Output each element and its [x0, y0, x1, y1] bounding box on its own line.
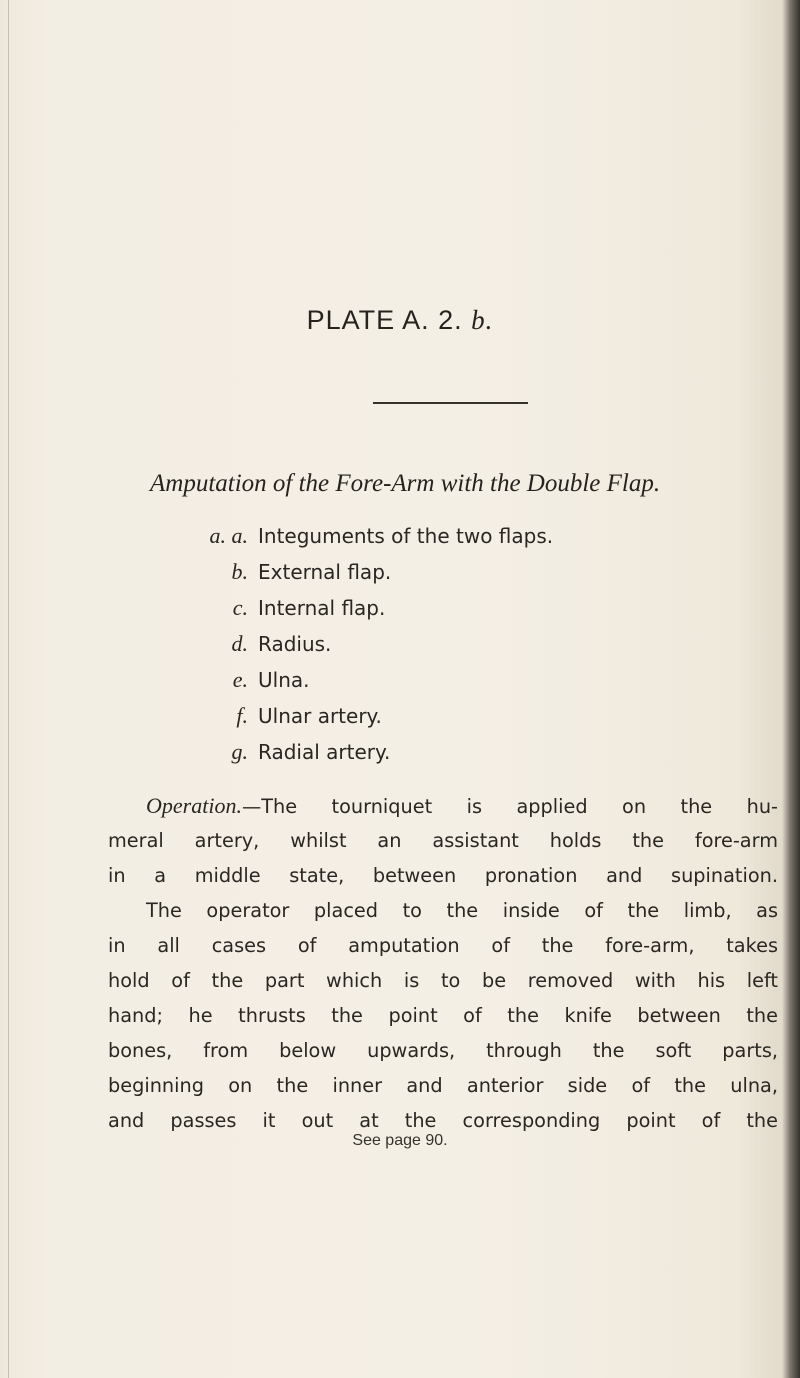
legend-key: a. a. [209, 523, 248, 548]
legend-key: c. [232, 595, 248, 620]
legend-key: b. [231, 559, 248, 584]
paragraph-line: in a middle state, between pronation and supination. [108, 864, 778, 887]
legend-key: e. [232, 667, 248, 692]
operation-lead: Operation. [146, 793, 242, 818]
legend-key: f. [236, 703, 248, 728]
page-left-edge [8, 0, 9, 1378]
legend-text: Radial artery. [258, 740, 391, 764]
page-right-edge-shadow [782, 0, 800, 1378]
paragraph-line [108, 788, 778, 823]
paragraph-line: hold of the part which is to be removed with his left [108, 969, 778, 992]
paragraph-line: and passes it out at the corresponding point of the [108, 1109, 778, 1132]
paragraph-line-text: —The tourniquet is applied on the hu- [241, 795, 778, 818]
paragraph-line: beginning on the inner and anterior side of the ulna, [108, 1074, 778, 1097]
legend-text: Ulnar artery. [258, 704, 382, 728]
plate-label: PLATE A. 2. [306, 305, 463, 335]
legend-key: d. [231, 631, 248, 656]
plate-subtitle: Amputation of the Fore-Arm with the Double Flap. [150, 470, 661, 497]
legend-text: External flap. [258, 560, 392, 584]
legend-text: Integuments of the two flaps. [258, 524, 554, 548]
paragraph-line: in all cases of amputation of the fore-arm, takes [108, 934, 778, 957]
legend-item [200, 554, 553, 590]
page-footer: See page 90. [352, 1132, 448, 1149]
legend-text: Internal flap. [258, 596, 386, 620]
plate-suffix: b. [471, 305, 494, 335]
paragraph-line: bones, from below upwards, through the soft parts, [108, 1039, 778, 1062]
legend-item [200, 734, 553, 770]
paragraph-line: hand; he thrusts the point of the knife between the [108, 1004, 778, 1027]
title-rule [373, 402, 528, 404]
plate-title [0, 305, 800, 336]
paragraph-line: meral artery, whilst an assistant holds the fore-arm [108, 829, 778, 852]
legend-list [200, 518, 553, 770]
legend-item [200, 698, 553, 734]
operation-paragraph [108, 788, 778, 1138]
legend-text: Radius. [258, 632, 332, 656]
legend-text: Ulna. [258, 668, 310, 692]
legend-item [200, 518, 553, 554]
legend-item [200, 590, 553, 626]
legend-item [200, 626, 553, 662]
paragraph-line: The operator placed to the inside of the limb, as [146, 899, 778, 922]
legend-item [200, 662, 553, 698]
legend-key: g. [231, 739, 248, 764]
